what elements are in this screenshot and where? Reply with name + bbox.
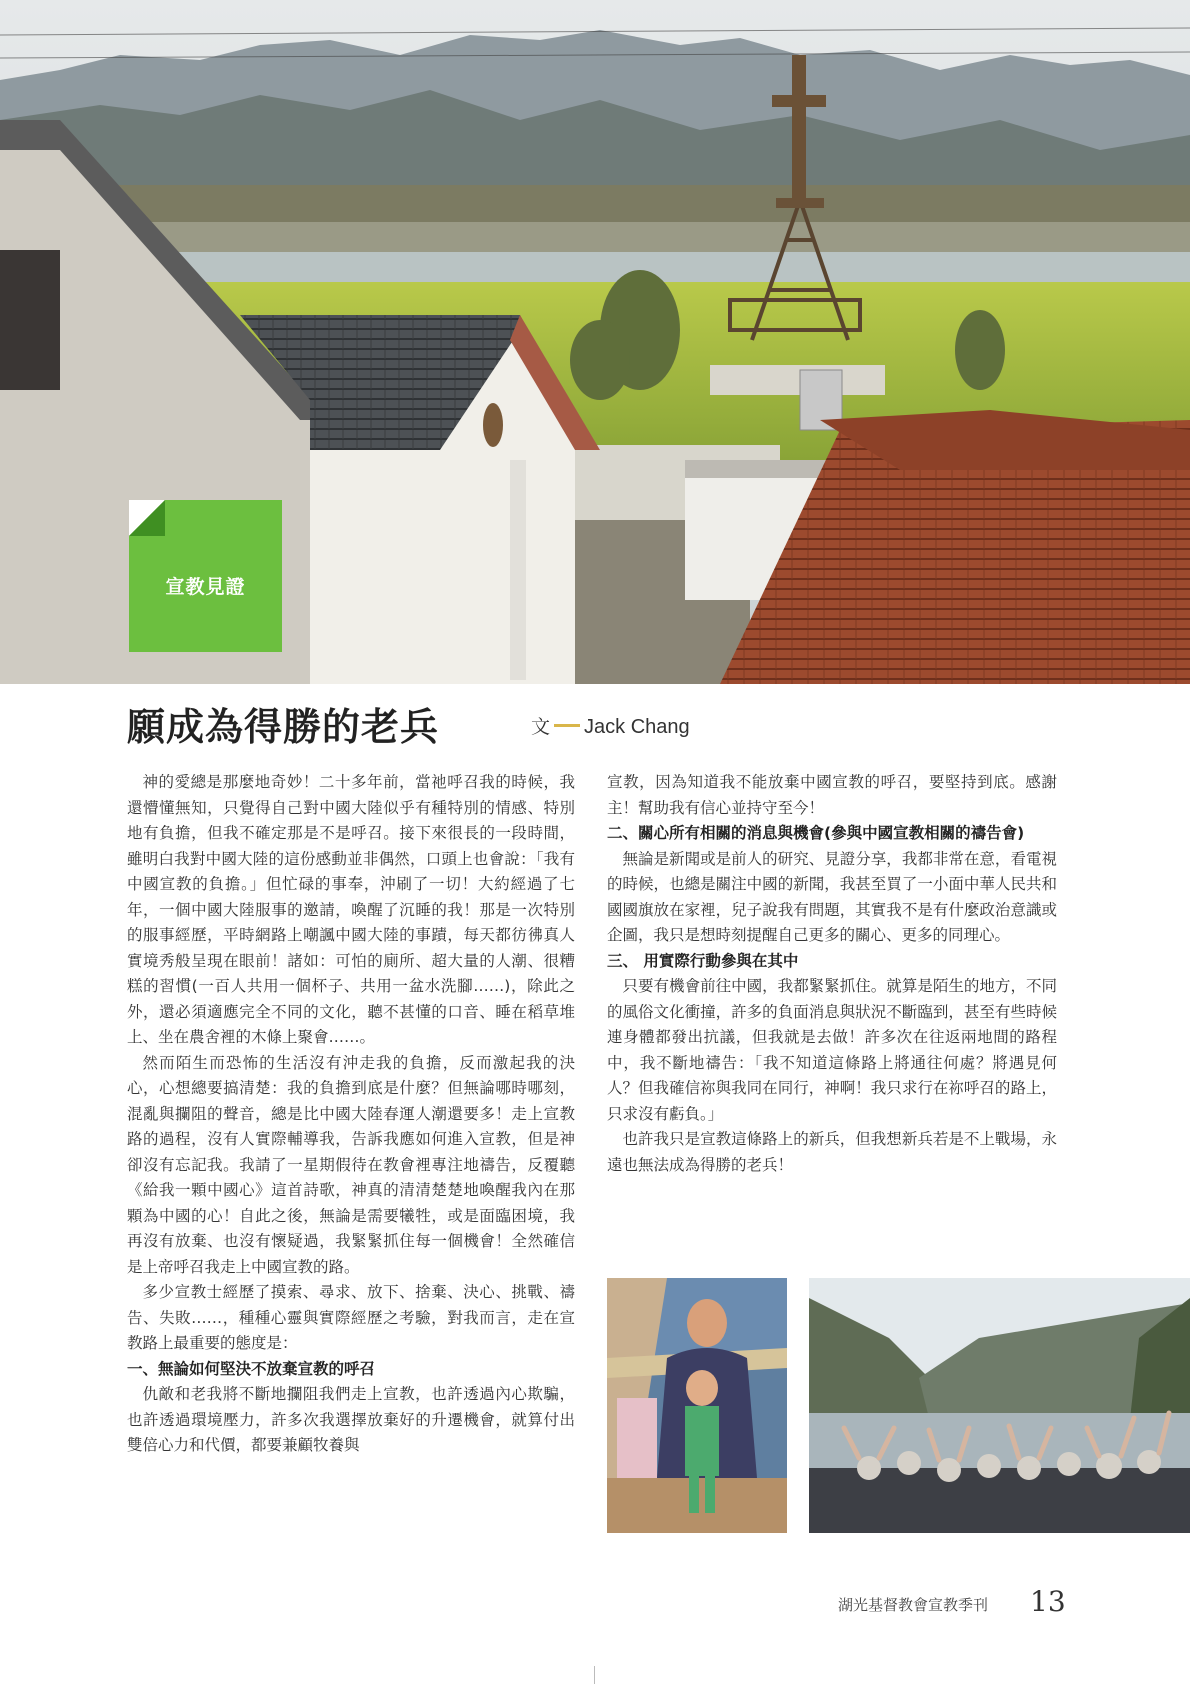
paragraph: 然而陌生而恐怖的生活沒有沖走我的負擔，反而激起我的決心，心想總要搞清楚：我的負擔到底是什麼？但無論哪時哪刻，混亂與攔阻的聲音，總是比中國大陸春運人潮還要多！走上宣教路的過程，沒有人實際輔導我，告訴我應如何進入宣教，但是神卻沒有忘記我。我請了一星期假待在教會裡專注地禱告，反覆聽《給我一顆中國心》這首詩歌，神真的清清楚楚地喚醒我內在那顆為中國的心！自此之後，無論是需要犧牲，或是面臨困境，我再沒有放棄、也沒有懷疑過，我緊緊抓住每一個機會！全然確信是上帝呼召我走上中國宣教的路。 [127, 1053, 575, 1276]
body-column-left [127, 770, 575, 1459]
paragraph: 無論是新聞或是前人的研究、見證分享，我都非常在意，看電視的時候，也總是關注中國的新聞，我甚至買了一小面中華人民共和國國旗放在家裡，兒子說我有問題，其實我不是有什麼政治意識或企圖，我只是想時刻提醒自己更多的關心、更多的同理心。 [607, 849, 1057, 944]
photo-group-by-lake-illustration [809, 1278, 1190, 1533]
paragraph-continued: 宣教，因為知道我不能放棄中國宣教的呼召，要堅持到底。感謝主！幫助我有信心並持守至今！ [607, 773, 1057, 817]
article-title: 願成為得勝的老兵 [127, 705, 440, 749]
publication-name: 湖光基督教會宣教季刊 [838, 1596, 989, 1614]
photo-group-by-lake [809, 1278, 1190, 1533]
byline [531, 712, 690, 739]
badge-fold-shadow [129, 500, 165, 536]
byline-prefix: 文 [531, 716, 551, 738]
hero-photo [0, 0, 1190, 684]
paragraph: 也許我只是宣教這條路上的新兵，但我想新兵若是不上戰場，永遠也無法成為得勝的老兵！ [607, 1130, 1057, 1174]
category-badge [129, 500, 282, 652]
page-number: 13 [1030, 1585, 1066, 1618]
section-heading: 三、 用實際行動參與在其中 [607, 951, 799, 970]
byline-dash [554, 724, 580, 727]
crop-mark [594, 1666, 595, 1684]
photo-woman-and-child [607, 1278, 787, 1533]
paragraph: 多少宣教士經歷了摸索、尋求、放下、捨棄、決心、挑戰、禱告、失敗……，種種心靈與實際經歷之考驗，對我而言，走在宣教路上最重要的態度是： [127, 1283, 575, 1352]
photo-woman-and-child-illustration [607, 1278, 787, 1533]
body-column-right [607, 770, 1057, 1178]
category-label: 宣教見證 [165, 576, 246, 598]
paragraph: 神的愛總是那麼地奇妙！二十多年前，當祂呼召我的時候，我還懵懂無知，只覺得自己對中國大陸似乎有種特別的情感、特別地有負擔，但我不確定那是不是呼召。接下來很長的一段時間，雖明白我對中國大陸的這份感動並非偶然，口頭上也會說：「我有中國宣教的負擔。」但忙碌的事奉，沖刷了一切！大約經過了七年，一個中國大陸服事的邀請，喚醒了沉睡的我！那是一次特別的服事經歷，平時網路上嘲諷中國大陸的事蹟，每天都彷彿真人實境秀般呈現在眼前！諸如：可怕的廁所、超大量的人潮、很糟糕的習慣(一百人共用一個杯子、共用一盆水洗腳……)，除此之外，還必須適應完全不同的文化，聽不甚懂的口音、睡在稻草堆上、坐在農舍裡的木條上聚會……。 [127, 773, 575, 1046]
byline-author: Jack Chang [584, 716, 690, 738]
section-heading: 一、無論如何堅決不放棄宣教的呼召 [127, 1359, 376, 1378]
paragraph: 只要有機會前往中國，我都緊緊抓住。就算是陌生的地方，不同的風俗文化衝撞，許多的負面消息與狀況不斷臨到，甚至有些時候連身體都發出抗議，但我就是去做！許多次在往返兩地間的路程中，我不斷地禱告：「我不知道這條路上將通往何處？將遇見何人？但我確信祢與我同在同行，神啊！我只求行在祢呼召的路上，只求沒有虧負。」 [607, 977, 1057, 1123]
paragraph: 仇敵和老我將不斷地攔阻我們走上宣教，也許透過內心欺騙，也許透過環境壓力，許多次我選擇放棄好的升遷機會，就算付出雙倍心力和代價，都要兼顧牧養與 [127, 1385, 575, 1454]
section-heading: 二、關心所有相關的消息與機會(參與中國宣教相關的禱告會) [607, 824, 1025, 842]
